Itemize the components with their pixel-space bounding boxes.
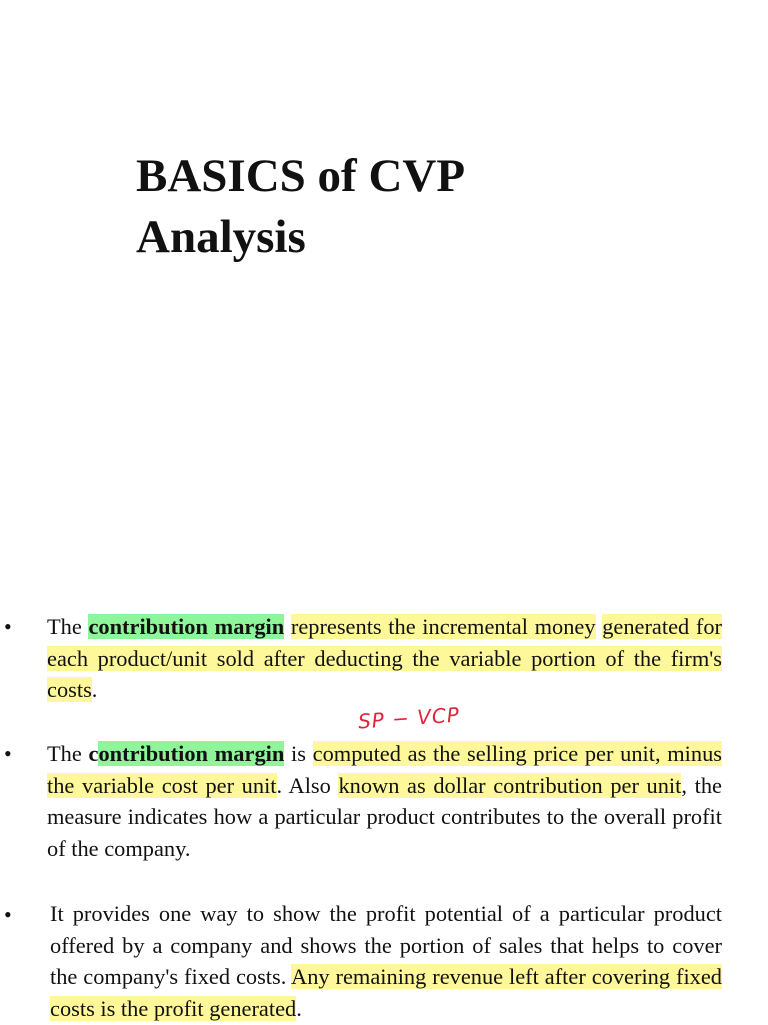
text: The bbox=[47, 741, 89, 766]
text: is bbox=[284, 741, 313, 766]
slide-title bbox=[136, 146, 465, 268]
bullet-paragraph-3 bbox=[50, 898, 722, 1025]
highlight: known as dollar contribution per unit bbox=[338, 772, 682, 798]
text: The bbox=[47, 614, 89, 639]
text: . bbox=[91, 677, 98, 703]
highlight: generated for each product/unit sold after deducting the variable portion of the firm's costs bbox=[47, 614, 722, 703]
text: It provides one way to show the profit potential of a particular product offered by a company and shows the portion of sales that helps to cover the company's fixed costs. bbox=[50, 901, 722, 990]
term-highlight: contribution margin bbox=[88, 614, 285, 639]
bullet-paragraph-1 bbox=[47, 611, 722, 706]
bullet-marker: • bbox=[4, 614, 12, 639]
title-line-2: Analysis bbox=[136, 211, 306, 263]
term-highlight: ontribution margin bbox=[98, 741, 285, 766]
text: , the measure indicates how a particular product contributes to the overall profit of the company. bbox=[47, 772, 722, 862]
bullet-marker: • bbox=[4, 902, 12, 927]
highlight: represents the incremental money bbox=[290, 614, 596, 639]
highlight: Any remaining revenue left after covering fixed costs is the profit generated bbox=[50, 964, 722, 1022]
text bbox=[284, 614, 291, 639]
title-line-1: BASICS of CVP bbox=[136, 150, 466, 202]
bullet-paragraph-2 bbox=[47, 738, 722, 865]
handwritten-annotation: SP − VCP bbox=[357, 702, 461, 734]
bullet-marker: • bbox=[4, 741, 12, 766]
text: . Also bbox=[276, 772, 339, 798]
term-lead: c bbox=[88, 741, 99, 766]
text: . bbox=[296, 996, 302, 1022]
highlight: computed as the selling price per unit, minus the variable cost per unit bbox=[47, 741, 722, 798]
